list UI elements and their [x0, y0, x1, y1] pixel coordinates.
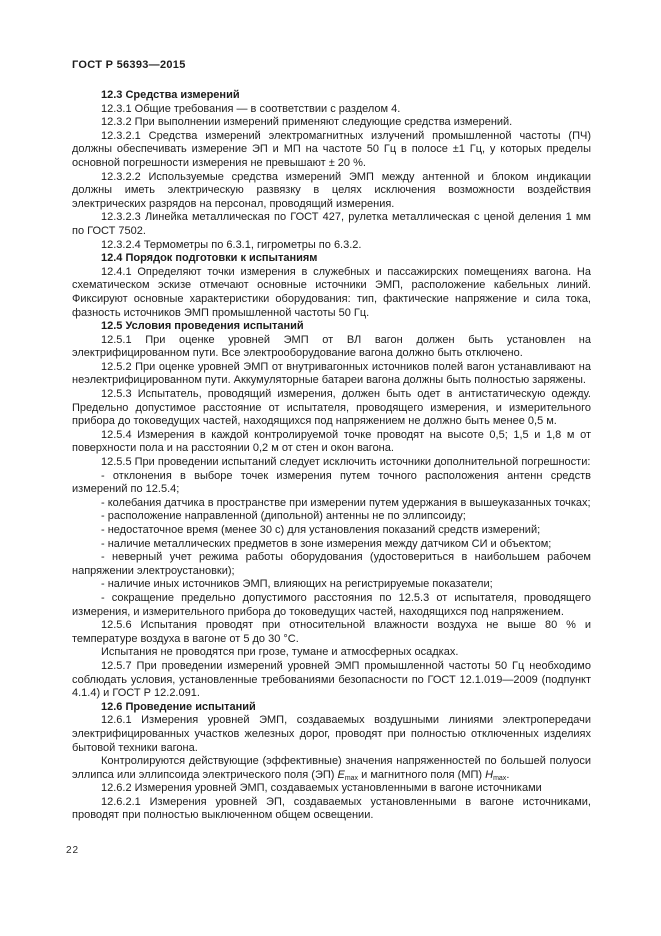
paragraph: - наличие иных источников ЭМП, влияющих на регистрируемые показатели;	[101, 578, 493, 591]
paragraph: - сокращение предельно допустимого расстояния по 12.5.3 от испытателя, проводящего измерения, и измерительного прибора до токоведущих частей, находящихся под напряжением.	[72, 591, 591, 618]
page-number: 22	[66, 845, 80, 856]
text-run: .	[506, 768, 510, 781]
formula-subscript: max	[344, 774, 359, 782]
paragraph: 12.5.4 Измерения в каждой контролируемой точке проводят на высоте 0,5; 1,5 и 1,8 м от поверхности пола и на расстоянии 0,2 м от стен и окон вагона.	[72, 428, 591, 455]
paragraph: 12.3.2.2 Используемые средства измерений ЭМП между антенной и блоком индикации должны иметь электрическую развязку в целях исключения возможности воздействия электрических разрядов на персонал, проводящий измерения.	[72, 170, 591, 210]
paragraph: 12.3.2.4 Термометры по 6.3.1, гигрометры по 6.3.2.	[101, 238, 362, 251]
section-heading: 12.3 Средства измерений	[101, 89, 240, 101]
paragraph: 12.6.2.1 Измерения уровней ЭП, создаваемых установленными в вагоне источниками, проводят при полностью выключенном общем освещении.	[72, 795, 591, 822]
paragraph: - отклонения в выборе точек измерения путем точного расположения антенн средств измерений по 12.5.4;	[72, 469, 591, 496]
formula-symbol: E	[337, 768, 345, 781]
paragraph: - наличие металлических предметов в зоне измерения между датчиком СИ и объектом;	[101, 537, 552, 550]
paragraph: 12.6.1 Измерения уровней ЭМП, создаваемых воздушными линиями электропередачи электрифицированных участков железных дорог, проводят при полностью отключенных изделиях бытовой техники вагона.	[72, 714, 591, 754]
paragraph: 12.3.2.1 Средства измерений электромагнитных излучений промышленной частоты (ПЧ) должны обеспечивать измерение ЭП и МП на частоте 50 Гц в полосе ±1 Гц, у которых пределы основной погрешности измерения не превышают ± 20 %.	[72, 129, 591, 169]
standard-number: ГОСТ Р 56393—2015	[72, 59, 186, 71]
section-heading: 12.6 Проведение испытаний	[101, 700, 256, 713]
paragraph: 12.5.1 При оценке уровней ЭМП от ВЛ вагон должен быть установлен на электрифицированном пути. Все электрооборудование вагона должно быть отключено.	[72, 333, 591, 360]
paragraph: 12.5.6 Испытания проводят при относительной влажности воздуха не выше 80 % и температуре воздуха в вагоне от 5 до 30 °С.	[72, 619, 591, 645]
formula-subscript: max	[493, 774, 507, 782]
paragraph: - неверный учет режима работы оборудования (удостовериться в наибольшем рабочем напряжении электроустановки);	[72, 551, 591, 577]
paragraph: 12.5.5 При проведении испытаний следует исключить источники дополнительной погрешности:	[101, 456, 591, 469]
paragraph: 12.4.1 Определяют точки измерения в служебных и пассажирских помещениях вагона. На схематическом эскизе отмечают основные источники ЭМП, расположение кабельных линий. Фиксируют основные характеристики оборудования: тип, фактические напряжение и сила тока, фазность источников ЭМП промышленной частоты 50 Гц.	[72, 265, 591, 319]
paragraph: 12.3.2.3 Линейка металлическая по ГОСТ 427, рулетка металлическая с ценой деления 1 мм по ГОСТ 7502.	[72, 211, 591, 237]
paragraph: - недостаточное время (менее 30 с) для установления показаний средств измерений;	[101, 524, 541, 536]
document-header	[72, 59, 186, 71]
paragraph: 12.3.1 Общие требования — в соответствии с разделом 4.	[101, 102, 401, 115]
formula-symbol: H	[485, 768, 494, 781]
paragraph: 12.6.2 Измерения уровней ЭМП, создаваемых установленными в вагоне источниками	[101, 782, 542, 795]
text-run: и магнитного поля (МП)	[358, 768, 486, 781]
document-body	[72, 89, 591, 823]
paragraph: 12.5.7 При проведении измерений уровней ЭМП промышленной частоты 50 Гц необходимо соблюдать условия, установленные требованиями безопасности по ГОСТ 12.1.019—2009 (подпункт 4.1.4) и ГОСТ Р 12.2.091.	[72, 659, 591, 700]
section-heading: 12.4 Порядок подготовки к испытаниям	[101, 252, 318, 265]
paragraph: 12.3.2 При выполнении измерений применяют следующие средства измерений.	[101, 116, 513, 129]
paragraph: 12.5.2 При оценке уровней ЭМП от внутривагонных источников полей вагон устанавливают на неэлектрифицированном пути. Аккумуляторные батареи вагона должны быть полностью заряжены.	[72, 360, 591, 387]
paragraph: 12.5.3 Испытатель, проводящий измерения, должен быть одет в антистатическую одежду. Предельно допустимое расстояние от испытателя, проводящего измерения, и измерительного прибора до токоведущих частей, находящихся под напряжением не должно быть менее 0,5 м.	[72, 388, 591, 428]
paragraph: - колебания датчика в пространстве при измерении путем удержания в вышеуказанных точках;	[101, 496, 591, 509]
paragraph: Испытания не проводятся при грозе, тумане и атмосферных осадках.	[101, 646, 459, 659]
text-run: Контролируются действующие (эффективные) значения напряженностей по большей полуоси эллипса или эллипсоида электрического поля (ЭП)	[72, 755, 591, 781]
paragraph	[72, 755, 591, 782]
section-heading: 12.5 Условия проведения испытаний	[101, 320, 304, 333]
paragraph: - расположение направленной (дипольной) антенны не по эллипсоиду;	[101, 510, 466, 523]
